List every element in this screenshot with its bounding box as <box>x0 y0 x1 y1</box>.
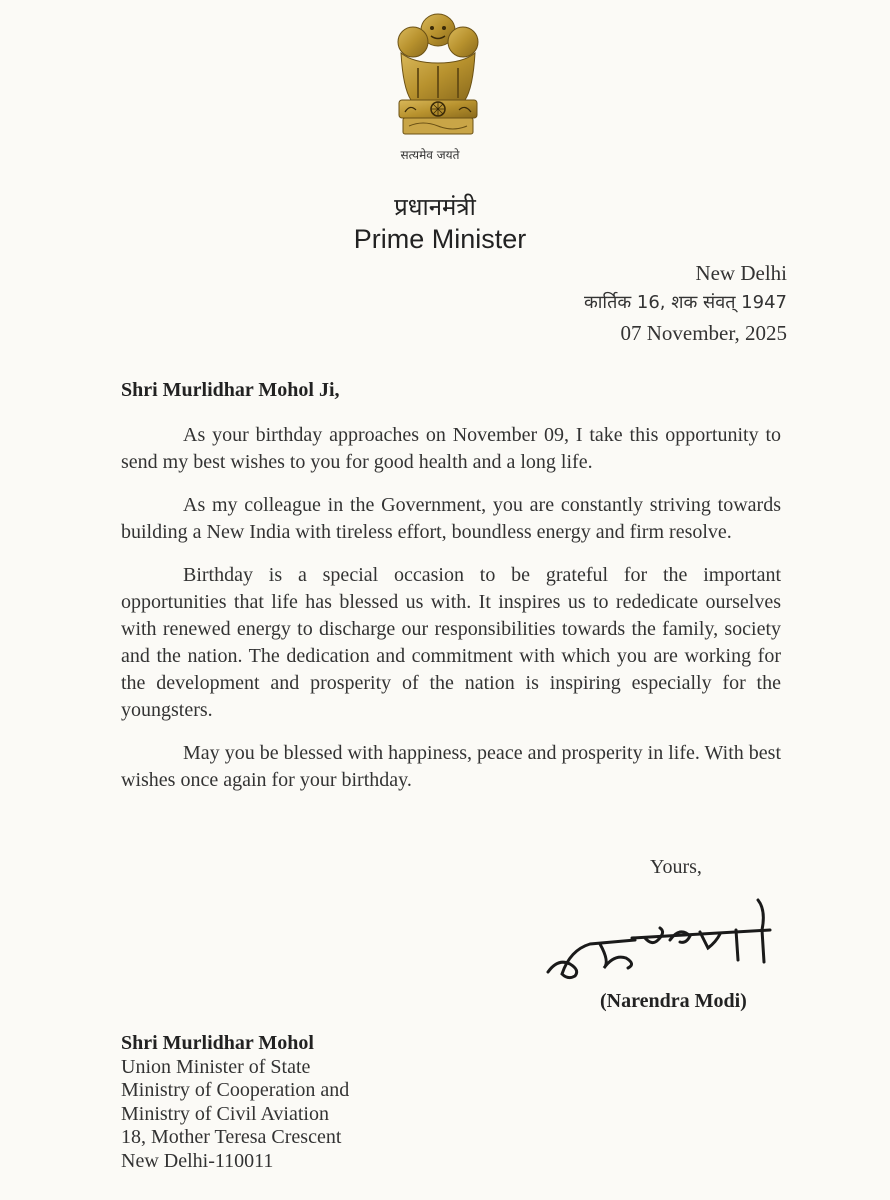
closing: Yours, <box>650 856 702 878</box>
address-line: New Delhi-110011 <box>121 1149 274 1172</box>
date-block <box>584 258 787 348</box>
hindi-date: कार्तिक 16, शक संवत् 1947 <box>583 292 787 313</box>
national-emblem-icon <box>383 8 493 148</box>
recipient-address <box>121 1032 349 1174</box>
address-line: Union Minister of State <box>121 1055 311 1078</box>
office-title-hindi: प्रधानमंत्री <box>394 193 476 221</box>
handwritten-signature <box>540 880 780 990</box>
salutation: Shri Murlidhar Mohol Ji, <box>121 379 340 401</box>
office-title-english: Prime Minister <box>353 224 527 254</box>
recipient-name: Shri Murlidhar Mohol <box>121 1032 314 1054</box>
place: New Delhi <box>695 261 787 285</box>
signatory-name: (Narendra Modi) <box>600 990 747 1012</box>
address-line: Ministry of Cooperation and <box>121 1079 350 1102</box>
letter-body <box>121 422 781 810</box>
paragraph: As your birthday approaches on November 09, I take this opportunity to send my best wishes to you for good health and a long life. <box>121 424 781 473</box>
paragraph: As my colleague in the Government, you are constantly striving towards building a New India with tireless effort, boundless energy and firm resolve. <box>121 494 781 543</box>
national-motto: सत्यमेव जयते <box>400 148 460 162</box>
paragraph: Birthday is a special occasion to be grateful for the important opportunities that life has blessed us with. It inspires us to rededicate ourselves with renewed energy to discharge our responsibilities towards the family, society and the nation. The dedication and commitment with which you are working for the development and prosperity of the nation is inspiring especially for the youngsters. <box>121 564 781 721</box>
english-date: 07 November, 2025 <box>620 321 787 345</box>
address-line: Ministry of Civil Aviation <box>121 1102 329 1125</box>
paragraph: May you be blessed with happiness, peace and prosperity in life. With best wishes once again for your birthday. <box>121 742 781 791</box>
address-line: 18, Mother Teresa Crescent <box>121 1126 342 1149</box>
